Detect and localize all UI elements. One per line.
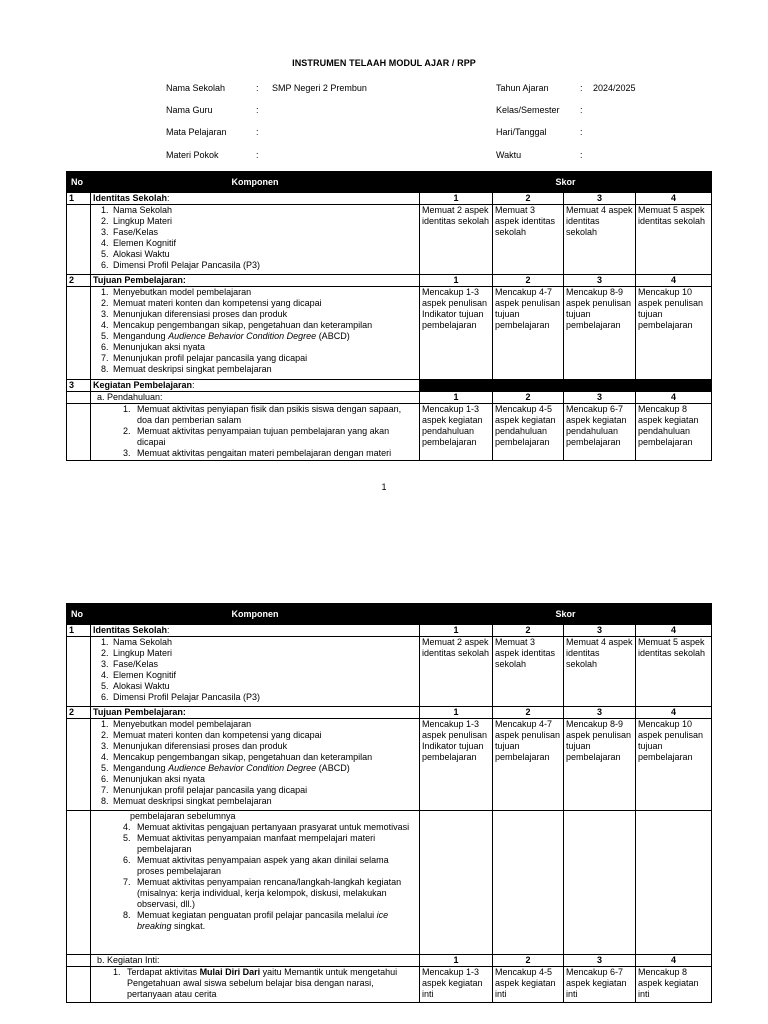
score-label: 1	[420, 707, 493, 719]
section-title: Tujuan Pembelajaran:	[91, 275, 420, 287]
list-item: 1. Terdapat aktivitas Mulai Diri Dari yaitu Memantik untuk mengetahui Pengetahuan awal siswa sebelum belajar bisa dengan narasi, pertanyaan atau cerita	[123, 967, 417, 1000]
score-criteria: Mencakup 1-3 aspek kegiatan inti	[420, 967, 493, 1003]
score-label: 2	[493, 955, 564, 967]
score-criteria: Mencakup 10 aspek penulisan tujuan pembelajaran	[636, 719, 712, 811]
page-2	[0, 580, 768, 1024]
list-item: 4. Mencakup pengembangan sikap, pengetahuan dan keterampilan	[111, 320, 417, 331]
score-label: 2	[493, 707, 564, 719]
header-skor: Skor	[420, 604, 712, 625]
rubric-table	[66, 171, 712, 461]
score-criteria: Mencakup 4-5 aspek kegiatan pendahuluan pembelajaran	[493, 404, 564, 461]
list-item: 4. Elemen Kognitif	[111, 670, 417, 681]
list-item: 3. Fase/Kelas	[111, 227, 417, 238]
section-title: Identitas Sekolah:	[91, 193, 420, 205]
list-item: 1. Nama Sekolah	[111, 205, 417, 216]
meta-label-waktu: Waktu	[496, 150, 522, 160]
list-item: 2. Lingkup Materi	[111, 216, 417, 227]
section-number: 2	[67, 707, 91, 719]
section-items	[91, 811, 420, 955]
score-criteria: Mencakup 4-7 aspek penulisan tujuan pembelajaran	[493, 719, 564, 811]
meta-label-mata-pelajaran: Mata Pelajaran	[166, 127, 227, 137]
continuation-line: pembelajaran sebelumnya	[130, 811, 236, 821]
list-item: 1. Menyebutkan model pembelajaran	[111, 719, 417, 730]
score-criteria: Mencakup 8 aspek kegiatan inti	[636, 967, 712, 1003]
meta-label-kelas-semester: Kelas/Semester	[496, 105, 560, 115]
list-item: 2. Lingkup Materi	[111, 648, 417, 659]
score-label: 4	[636, 275, 712, 287]
score-criteria: Memuat 2 aspek identitas sekolah	[420, 637, 493, 707]
list-item: 6. Menunjukan aksi nyata	[111, 774, 417, 785]
meta-colon: :	[256, 127, 259, 137]
list-item: 1. Menyebutkan model pembelajaran	[111, 287, 417, 298]
list-item: 5. Mengandung Audience Behavior Condition Degree (ABCD)	[111, 763, 417, 774]
score-label: 4	[636, 193, 712, 205]
list-item: 7. Menunjukan profil pelajar pancasila yang dicapai	[111, 785, 417, 796]
score-label: 2	[493, 392, 564, 404]
list-item: 6. Menunjukan aksi nyata	[111, 342, 417, 353]
rubric-table-continued	[66, 603, 712, 1003]
score-label: 1	[420, 392, 493, 404]
list-item: 8. Memuat deskripsi singkat pembelajaran	[111, 796, 417, 807]
section-items	[91, 719, 420, 811]
meta-label-nama-sekolah: Nama Sekolah	[166, 83, 226, 93]
section-items	[91, 205, 420, 275]
header-no: No	[67, 604, 91, 625]
section-title: Kegiatan Pembelajaran:	[91, 380, 420, 392]
list-item: 5. Memuat aktivitas penyampaian manfaat mempelajari materi pembelajaran	[133, 833, 417, 855]
header-komponen: Komponen	[91, 604, 420, 625]
list-item: 3. Menunjukan diferensiasi proses dan produk	[111, 309, 417, 320]
list-item: 3. Memuat aktivitas pengaitan materi pembelajaran dengan materi	[133, 448, 417, 459]
score-criteria: Memuat 4 aspek identitas sekolah	[564, 205, 636, 275]
meta-value-tahun-ajaran: 2024/2025	[593, 83, 636, 93]
meta-colon: :	[256, 105, 259, 115]
score-label: 4	[636, 392, 712, 404]
list-item: 7. Memuat aktivitas penyampaian rencana/langkah-langkah kegiatan (misalnya: kerja individual, kerja kelompok, diskusi, melakukan observasi, dll.)	[133, 877, 417, 910]
section-items	[91, 287, 420, 380]
list-item: 6. Dimensi Profil Pelajar Pancasila (P3)	[111, 692, 417, 703]
score-criteria: Memuat 3 aspek identitas sekolah	[493, 205, 564, 275]
header-skor: Skor	[420, 172, 712, 193]
list-item: 1. Nama Sekolah	[111, 637, 417, 648]
list-item: 1. Memuat aktivitas penyiapan fisik dan psikis siswa dengan sapaan, doa dan pemberian salam	[133, 404, 417, 426]
score-criteria: Memuat 5 aspek identitas sekolah	[636, 205, 712, 275]
score-criteria: Memuat 5 aspek identitas sekolah	[636, 637, 712, 707]
score-criteria: Mencakup 8-9 aspek penulisan tujuan pembelajaran	[564, 287, 636, 380]
score-criteria: Mencakup 10 aspek penulisan tujuan pembelajaran	[636, 287, 712, 380]
score-label: 3	[564, 275, 636, 287]
score-label: 2	[493, 275, 564, 287]
meta-colon: :	[256, 150, 259, 160]
score-label: 3	[564, 625, 636, 637]
score-label: 2	[493, 625, 564, 637]
list-item: 2. Memuat materi konten dan kompetensi yang dicapai	[111, 298, 417, 309]
list-item: 4. Memuat aktivitas pengajuan pertanyaan prasyarat untuk memotivasi	[133, 822, 417, 833]
list-item: 8. Memuat kegiatan penguatan profil pelajar pancasila melalui ice breaking singkat.	[133, 910, 417, 932]
section-title: Identitas Sekolah:	[91, 625, 420, 637]
meta-colon: :	[256, 83, 259, 93]
score-label: 4	[636, 625, 712, 637]
page-number: 1	[381, 482, 387, 492]
score-label: 4	[636, 707, 712, 719]
score-label: 3	[564, 707, 636, 719]
score-label: 1	[420, 193, 493, 205]
score-criteria: Mencakup 6-7 aspek kegiatan inti	[564, 967, 636, 1003]
list-item: 5. Mengandung Audience Behavior Condition Degree (ABCD)	[111, 331, 417, 342]
score-label: 3	[564, 193, 636, 205]
score-criteria: Mencakup 4-7 aspek penulisan tujuan pembelajaran	[493, 287, 564, 380]
meta-value-nama-sekolah: SMP Negeri 2 Prembun	[272, 83, 367, 93]
list-item: 5. Alokasi Waktu	[111, 681, 417, 692]
list-item: 3. Menunjukan diferensiasi proses dan produk	[111, 741, 417, 752]
section-number: 2	[67, 275, 91, 287]
section-items	[91, 637, 420, 707]
page-gap	[0, 500, 768, 580]
score-criteria: Memuat 3 aspek identitas sekolah	[493, 637, 564, 707]
list-item: 8. Memuat deskripsi singkat pembelajaran	[111, 364, 417, 375]
blackout-cell	[420, 380, 712, 392]
meta-label-hari-tanggal: Hari/Tanggal	[496, 127, 547, 137]
list-item: 2. Memuat materi konten dan kompetensi yang dicapai	[111, 730, 417, 741]
score-criteria: Memuat 2 aspek identitas sekolah	[420, 205, 493, 275]
score-criteria: Mencakup 4-5 aspek kegiatan inti	[493, 967, 564, 1003]
score-criteria: Mencakup 8-9 aspek penulisan tujuan pembelajaran	[564, 719, 636, 811]
list-item: 4. Elemen Kognitif	[111, 238, 417, 249]
meta-colon: :	[580, 105, 583, 115]
subsection-title: a. Pendahuluan:	[91, 392, 420, 404]
list-item: 2. Memuat aktivitas penyampaian tujuan pembelajaran yang akan dicapai	[133, 426, 417, 448]
score-criteria: Mencakup 1-3 aspek penulisan Indikator tujuan pembelajaran	[420, 719, 493, 811]
list-item: 3. Fase/Kelas	[111, 659, 417, 670]
score-label: 1	[420, 275, 493, 287]
list-item: 6. Dimensi Profil Pelajar Pancasila (P3)	[111, 260, 417, 271]
list-item: 4. Mencakup pengembangan sikap, pengetahuan dan keterampilan	[111, 752, 417, 763]
section-title: Tujuan Pembelajaran:	[91, 707, 420, 719]
score-criteria: Mencakup 1-3 aspek kegiatan pendahuluan pembelajaran	[420, 404, 493, 461]
meta-label-materi-pokok: Materi Pokok	[166, 150, 219, 160]
score-criteria: Memuat 4 aspek identitas sekolah	[564, 637, 636, 707]
document-title: INSTRUMEN TELAAH MODUL AJAR / RPP	[292, 58, 476, 68]
score-label: 3	[564, 955, 636, 967]
score-label: 3	[564, 392, 636, 404]
meta-colon: :	[580, 83, 583, 93]
meta-label-tahun-ajaran: Tahun Ajaran	[496, 83, 549, 93]
section-items	[91, 404, 420, 461]
meta-colon: :	[580, 127, 583, 137]
page-1	[0, 0, 768, 500]
meta-label-nama-guru: Nama Guru	[166, 105, 213, 115]
score-label: 1	[420, 955, 493, 967]
score-criteria: Mencakup 1-3 aspek penulisan Indikator tujuan pembelajaran	[420, 287, 493, 380]
list-item: 6. Memuat aktivitas penyampaian aspek yang akan dinilai selama proses pembelajaran	[133, 855, 417, 877]
score-label: 4	[636, 955, 712, 967]
score-label: 1	[420, 625, 493, 637]
score-criteria: Mencakup 8 aspek kegiatan pendahuluan pembelajaran	[636, 404, 712, 461]
subsection-title: b. Kegiatan Inti:	[91, 955, 420, 967]
list-item: 5. Alokasi Waktu	[111, 249, 417, 260]
list-item: 7. Menunjukan profil pelajar pancasila yang dicapai	[111, 353, 417, 364]
header-komponen: Komponen	[91, 172, 420, 193]
section-items	[91, 967, 420, 1003]
score-criteria: Mencakup 6-7 aspek kegiatan pendahuluan pembelajaran	[564, 404, 636, 461]
section-number: 3	[67, 380, 91, 392]
header-no: No	[67, 172, 91, 193]
meta-colon: :	[580, 150, 583, 160]
section-number: 1	[67, 193, 91, 205]
score-label: 2	[493, 193, 564, 205]
section-number: 1	[67, 625, 91, 637]
